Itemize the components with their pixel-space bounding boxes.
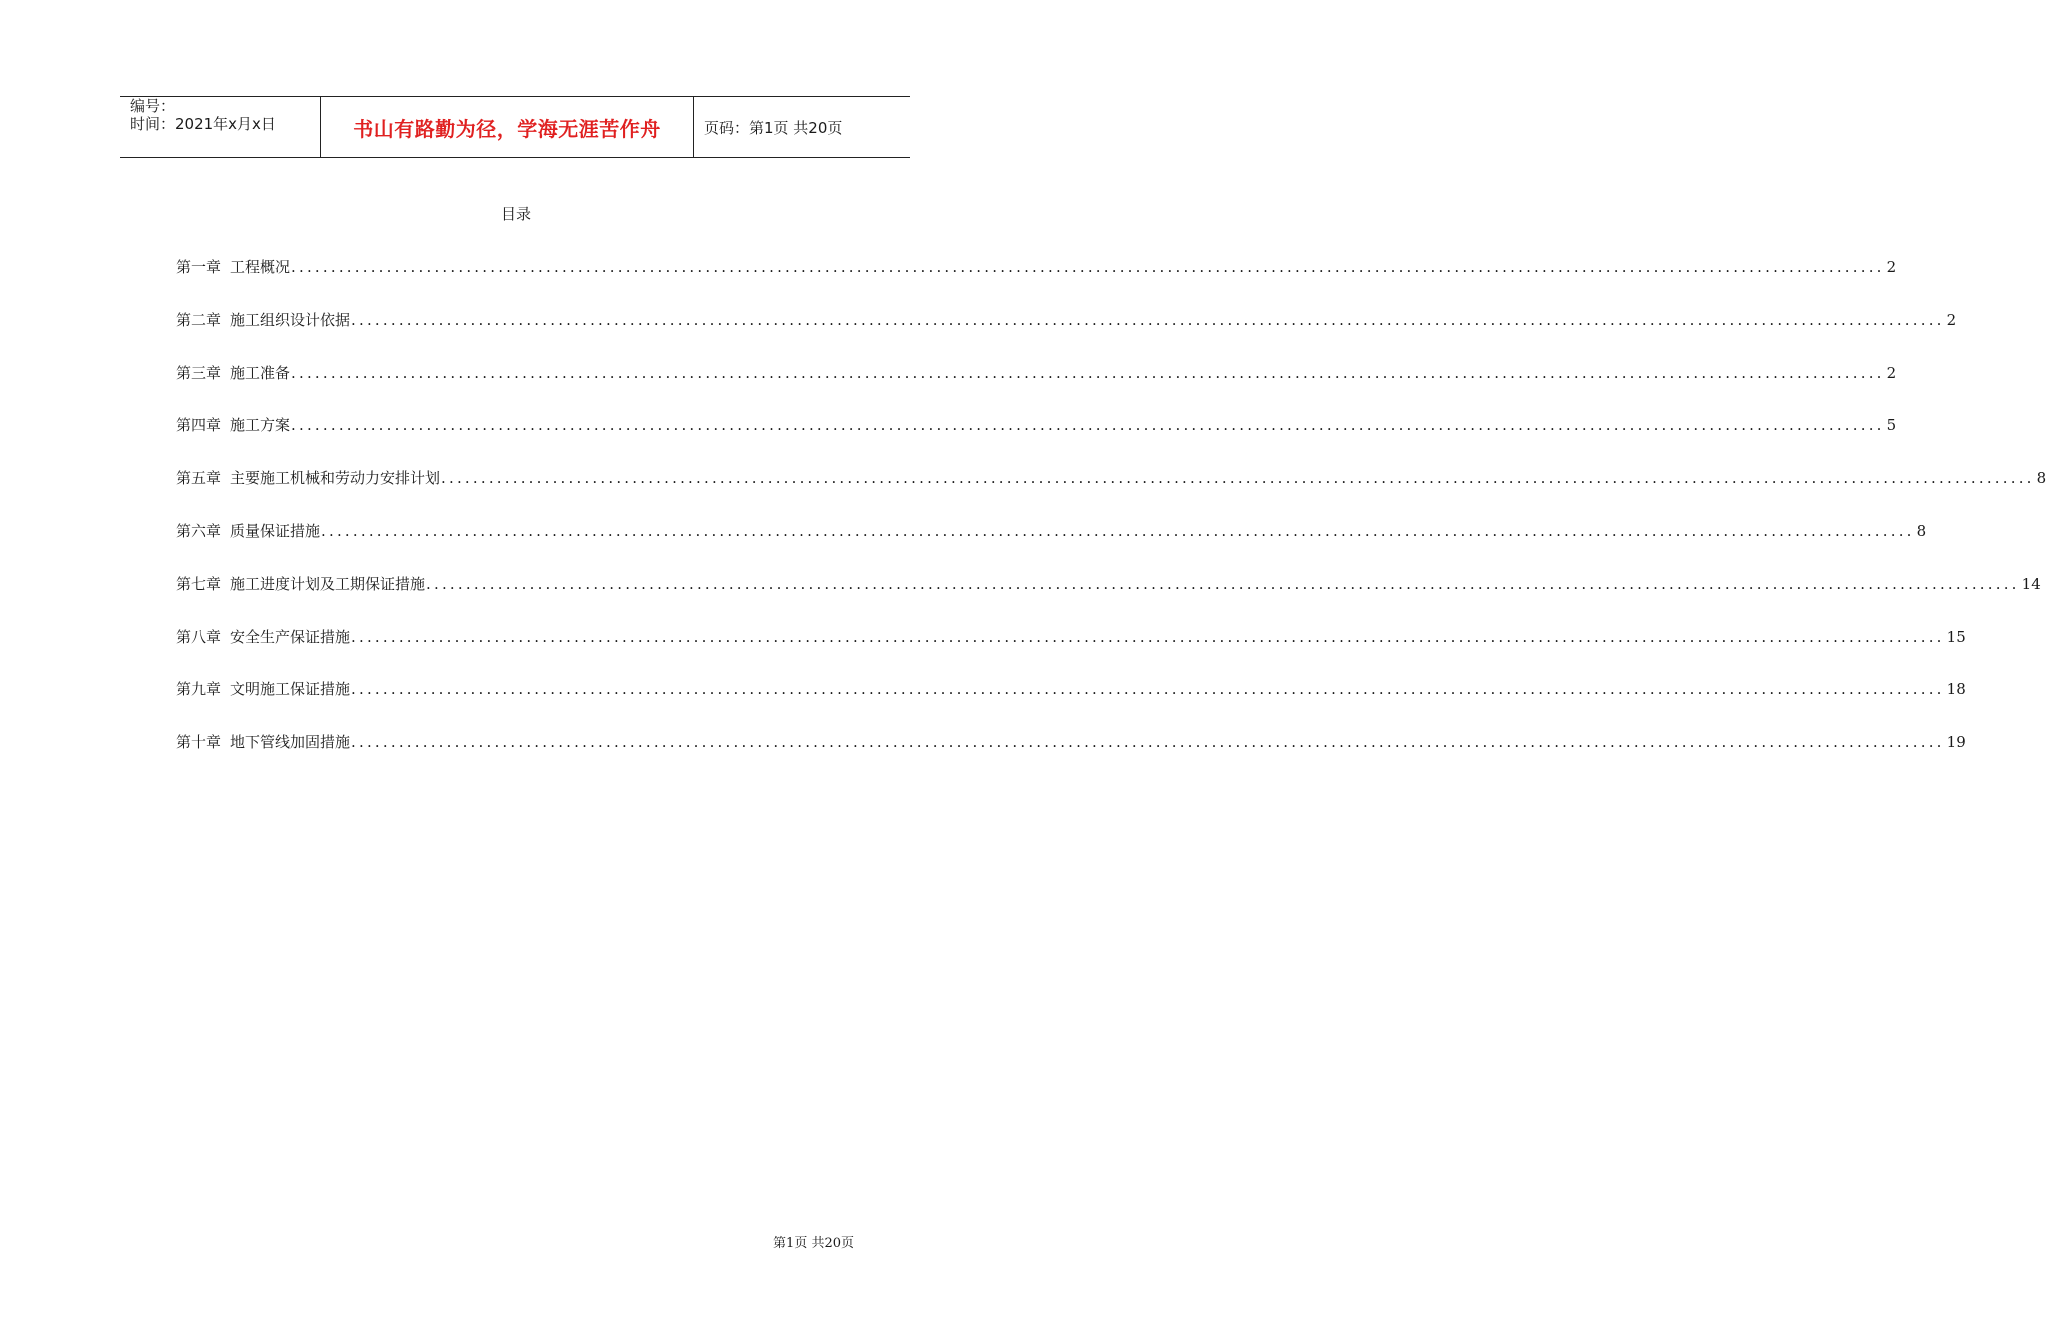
- toc-entry[interactable]: [176, 467, 2046, 520]
- header-meta-cell: [120, 97, 321, 157]
- toc-leader-dots: ........................................................................................................................................................................................................: [441, 469, 2035, 488]
- toc-page-number: 8: [1916, 521, 1927, 540]
- toc-chapter: 第二章: [176, 310, 222, 329]
- toc-page-number: 18: [1946, 680, 1966, 699]
- toc-entry-title: 质量保证措施: [230, 521, 321, 540]
- toc-page-number: 2: [1946, 310, 1957, 329]
- toc-chapter: 第四章: [176, 416, 222, 435]
- toc-page-number: 19: [1946, 733, 1966, 752]
- toc-chapter: 第十章: [176, 733, 222, 752]
- toc-page-number: 14: [2021, 574, 2041, 593]
- toc-leader-dots: ........................................................................................................................................................................................................: [351, 627, 1945, 646]
- toc-leader-dots: ........................................................................................................................................................................................................: [351, 680, 1945, 699]
- toc-entry-title: 工程概况: [230, 258, 291, 276]
- toc-chapter: 第八章: [176, 627, 222, 646]
- toc-entry-title: 施工进度计划及工期保证措施: [230, 574, 426, 593]
- toc-leader-dots: ........................................................................................................................................................................................................: [291, 258, 1885, 276]
- header-motto-cell: [321, 97, 694, 157]
- toc-entry[interactable]: [176, 256, 1897, 309]
- toc-leader-dots: ........................................................................................................................................................................................................: [291, 416, 1885, 435]
- toc-entry[interactable]: [176, 731, 1966, 784]
- toc-entry-title: 主要施工机械和劳动力安排计划: [230, 469, 441, 488]
- toc-chapter: 第五章: [176, 469, 222, 488]
- toc-entry[interactable]: [176, 626, 1966, 679]
- header-page-info: 页码：第1页 共20页: [704, 118, 843, 137]
- toc-leader-dots: ........................................................................................................................................................................................................: [321, 521, 1915, 540]
- toc-leader-dots: ........................................................................................................................................................................................................: [426, 574, 2020, 593]
- toc-page-number: 2: [1886, 258, 1897, 276]
- toc-entry-title: 施工准备: [230, 363, 291, 382]
- toc-leader-dots: ........................................................................................................................................................................................................: [351, 310, 1945, 329]
- toc-chapter: 第六章: [176, 521, 222, 540]
- date-label: 时间：2021年x月x日: [130, 115, 276, 133]
- toc-page-number: 15: [1946, 627, 1966, 646]
- toc-entry[interactable]: [176, 520, 1927, 573]
- toc-entry-title: 地下管线加固措施: [230, 733, 351, 752]
- toc-entry-title: 文明施工保证措施: [230, 680, 351, 699]
- toc-page-number: 2: [1886, 363, 1897, 382]
- toc-page-number: 5: [1886, 416, 1897, 435]
- toc-title: 目录: [500, 205, 531, 223]
- toc-chapter: 第三章: [176, 363, 222, 382]
- toc-chapter: 第七章: [176, 574, 222, 593]
- toc-leader-dots: ........................................................................................................................................................................................................: [291, 363, 1885, 382]
- toc-page-number: 8: [2036, 469, 2046, 488]
- page-header: [120, 96, 910, 158]
- page-footer: 第1页 共20页: [773, 1236, 854, 1251]
- toc-chapter: 第九章: [176, 680, 222, 699]
- header-page-cell: [694, 97, 910, 157]
- toc-entry-title: 施工组织设计依据: [230, 310, 351, 329]
- toc-entry[interactable]: [176, 309, 1957, 362]
- toc-entry-title: 安全生产保证措施: [230, 627, 351, 646]
- toc-chapter: 第一章: [176, 258, 222, 276]
- toc-entry[interactable]: [176, 678, 1966, 731]
- toc-entry[interactable]: [176, 414, 1897, 467]
- toc-leader-dots: ........................................................................................................................................................................................................: [351, 733, 1945, 752]
- toc-entry[interactable]: [176, 573, 2041, 626]
- toc-entry-title: 施工方案: [230, 416, 291, 435]
- toc-entry[interactable]: [176, 362, 1897, 415]
- motto-text: 书山有路勤为径，学海无涯苦作舟: [353, 116, 661, 141]
- table-of-contents: [176, 256, 2046, 784]
- serial-number-label: 编号：: [130, 97, 176, 115]
